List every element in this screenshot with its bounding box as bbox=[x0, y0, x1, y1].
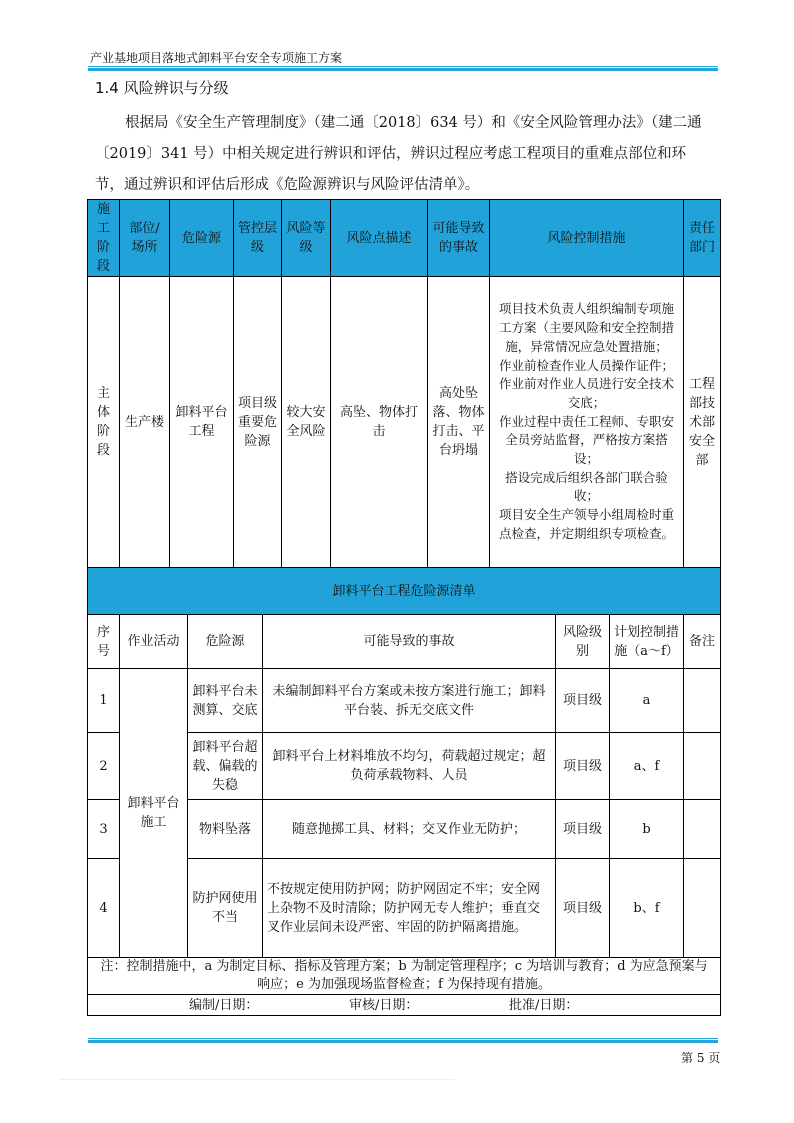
measure-item: 项目安全生产领导小组周检时重点检查，并定期组织专项检查。 bbox=[498, 507, 674, 541]
cell-stage: 主体阶段 bbox=[88, 277, 120, 568]
row-no: 2 bbox=[88, 733, 120, 800]
row-measure: b、f bbox=[610, 859, 684, 958]
cell-risk-level: 较大安全风险 bbox=[282, 277, 331, 568]
hazard-list-table bbox=[87, 567, 721, 1016]
section-paragraph: 根据局《安全生产管理制度》（建二通〔2018〕634 号）和《安全风险管理办法》（建二通〔2019〕341 号）中相关规定进行辨识和评估，辨识过程应考虑工程项目的重难点部位和环节，通过辨识和评估后形成《危险源辨识与风险评估清单》。 bbox=[95, 115, 702, 193]
signoff-edit: 编制/日期： bbox=[189, 997, 259, 1013]
row-hazard: 卸料平台未测算、交底 bbox=[188, 669, 263, 733]
footer-rule-thin bbox=[88, 1038, 718, 1039]
header-risk-description: 风险点描述 bbox=[331, 200, 428, 277]
list-header-accident: 可能导致的事故 bbox=[263, 615, 556, 669]
header-risk-level: 风险等级 bbox=[282, 200, 331, 277]
row-hazard: 防护网使用不当 bbox=[188, 859, 263, 958]
running-header-title: 产业基地项目落地式卸料平台安全专项施工方案 bbox=[90, 51, 343, 65]
measure-item: 项目技术负责人组织编制专项施工方案（主要风险和安全控制措施，异常情况应急处置措施； bbox=[498, 301, 674, 354]
header-department: 责任部门 bbox=[684, 200, 721, 277]
header-control-level: 管控层级 bbox=[234, 200, 282, 277]
measure-item: 搭设完成后组织各部门联合验收； bbox=[505, 469, 668, 504]
table-row bbox=[88, 669, 721, 733]
signoff-row bbox=[88, 995, 721, 1016]
header-rule-thick bbox=[88, 68, 718, 71]
row-hazard: 物料坠落 bbox=[188, 800, 263, 859]
row-level: 项目级 bbox=[556, 669, 610, 733]
cell-location: 生产楼 bbox=[120, 277, 170, 568]
hazard-list-title: 卸料平台工程危险源清单 bbox=[88, 568, 721, 615]
row-measure: a、f bbox=[610, 733, 684, 800]
row-accident: 卸料平台上材料堆放不均匀，荷载超过规定；超负荷承载物料、人员 bbox=[263, 733, 556, 800]
header-stage: 施工阶段 bbox=[88, 200, 120, 277]
list-header-no: 序号 bbox=[88, 615, 120, 669]
row-accident: 未编制卸料平台方案或未按方案进行施工；卸料平台装、拆无交底文件 bbox=[263, 669, 556, 733]
row-no: 4 bbox=[88, 859, 120, 958]
row-level: 项目级 bbox=[556, 800, 610, 859]
cell-control-level: 项目级重要危险源 bbox=[234, 277, 282, 568]
row-accident: 不按规定使用防护网；防护网固定不牢；安全网上杂物不及时清除；防护网无专人维护；垂直交叉作业层间未设严密、牢固的防护隔离措施。 bbox=[263, 859, 556, 958]
section-title: 1.4 风险辨识与分级 bbox=[95, 79, 229, 97]
row-level: 项目级 bbox=[556, 859, 610, 958]
header-control-measures: 风险控制措施 bbox=[490, 200, 684, 277]
list-header-note: 备注 bbox=[684, 615, 721, 669]
row-measure: b bbox=[610, 800, 684, 859]
list-header-hazard: 危险源 bbox=[188, 615, 263, 669]
cell-department: 工程部技术部安全部 bbox=[684, 277, 721, 568]
row-activity: 卸料平台施工 bbox=[120, 669, 188, 958]
measure-item: 作业前对作业人员进行安全技术交底； bbox=[498, 376, 674, 410]
row-measure: a bbox=[610, 669, 684, 733]
risk-assessment-table bbox=[87, 199, 721, 568]
list-header-level: 风险级别 bbox=[556, 615, 610, 669]
cell-hazard: 卸料平台工程 bbox=[170, 277, 234, 568]
row-level: 项目级 bbox=[556, 733, 610, 800]
header-hazard: 危险源 bbox=[170, 200, 234, 277]
table-note: 注：控制措施中，a 为制定目标、指标及管理方案；b 为制定管理程序；c 为培训与教育；d 为应急预案与响应；e 为加强现场监督检查；f 为保持现有措施。 bbox=[88, 958, 721, 995]
signoff-approve: 批准/日期： bbox=[509, 997, 579, 1013]
row-note bbox=[684, 800, 721, 859]
row-hazard: 卸料平台超载、偏载的失稳 bbox=[188, 733, 263, 800]
row-note bbox=[684, 733, 721, 800]
row-no: 3 bbox=[88, 800, 120, 859]
footer-rule-thick bbox=[88, 1040, 718, 1043]
row-no: 1 bbox=[88, 669, 120, 733]
list-header-activity: 作业活动 bbox=[120, 615, 188, 669]
cell-accidents: 高处坠落、物体打击、平台坍塌 bbox=[428, 277, 490, 568]
page-number: 第 5 页 bbox=[681, 1051, 721, 1065]
cell-control-measures bbox=[490, 277, 684, 568]
header-possible-accident: 可能导致的事故 bbox=[428, 200, 490, 277]
list-header-measure: 计划控制措施（a～f） bbox=[610, 615, 684, 669]
row-note bbox=[684, 859, 721, 958]
row-accident: 随意抛掷工具、材料；交叉作业无防护； bbox=[263, 800, 556, 859]
header-rule-thin bbox=[88, 66, 718, 67]
row-note bbox=[684, 669, 721, 733]
signoff-review: 审核/日期： bbox=[349, 997, 419, 1013]
measure-item: 作业过程中责任工程师、专职安全员旁站监督，严格按方案搭设； bbox=[498, 413, 674, 467]
measure-item: 作业前检查作业人员操作证件； bbox=[498, 357, 674, 373]
cell-description: 高坠、物体打击 bbox=[331, 277, 428, 568]
header-location: 部位/场所 bbox=[120, 200, 170, 277]
footer-faint-line bbox=[60, 1079, 455, 1080]
